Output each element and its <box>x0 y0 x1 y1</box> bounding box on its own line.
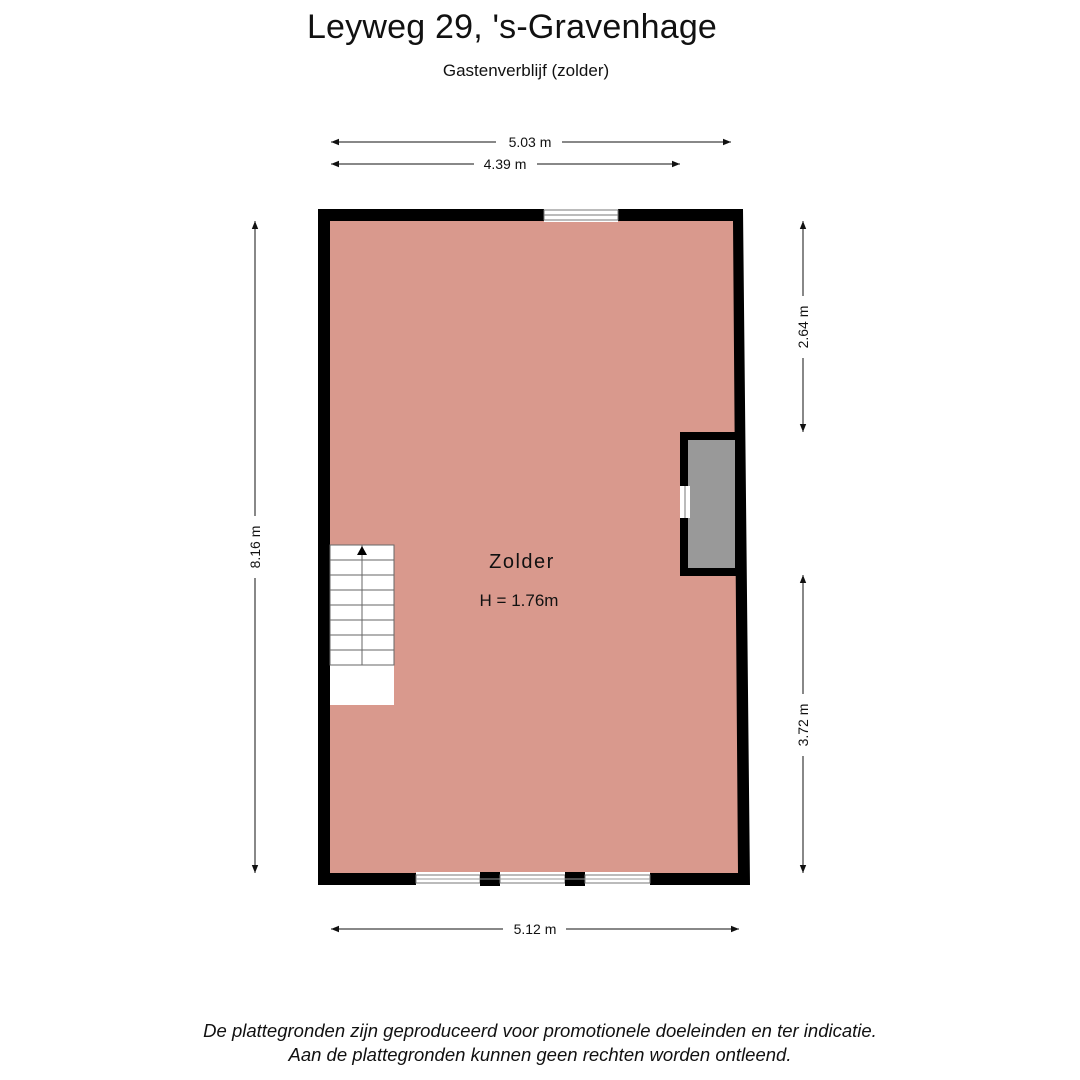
dimension-bottom-label: 5.12 m <box>513 921 557 937</box>
chimney-shaft <box>680 432 740 576</box>
dimension-right-lower-label: 3.72 m <box>795 703 811 747</box>
room-name: Zolder <box>489 551 555 573</box>
dimension-left-label: 8.16 m <box>247 525 263 569</box>
staircase <box>330 545 394 705</box>
top-window <box>544 208 618 222</box>
plan-title: Leyweg 29, 's-Gravenhage <box>306 8 718 46</box>
room-height: H = 1.76m <box>479 591 559 610</box>
disclaimer-line-1: De plattegronden zijn geproduceerd voor promotionele doeleinden en ter indicatie. <box>203 1020 877 1041</box>
dimension-right-upper <box>795 221 811 432</box>
dimension-top-outer-label: 5.03 m <box>508 134 552 150</box>
dimension-top-outer <box>331 134 731 150</box>
dimension-top-inner <box>331 156 680 172</box>
floor-subtitle: Gastenverblijf (zolder) <box>442 61 610 80</box>
disclaimer-line-2: Aan de plattegronden kunnen geen rechten worden ontleend. <box>288 1044 792 1065</box>
dimension-top-inner-label: 4.39 m <box>483 156 527 172</box>
dimension-right-upper-label: 2.64 m <box>795 305 811 349</box>
dimension-right-lower <box>795 575 811 873</box>
dimension-left <box>247 221 263 873</box>
dimension-bottom <box>331 921 739 937</box>
bottom-windows <box>416 872 650 886</box>
